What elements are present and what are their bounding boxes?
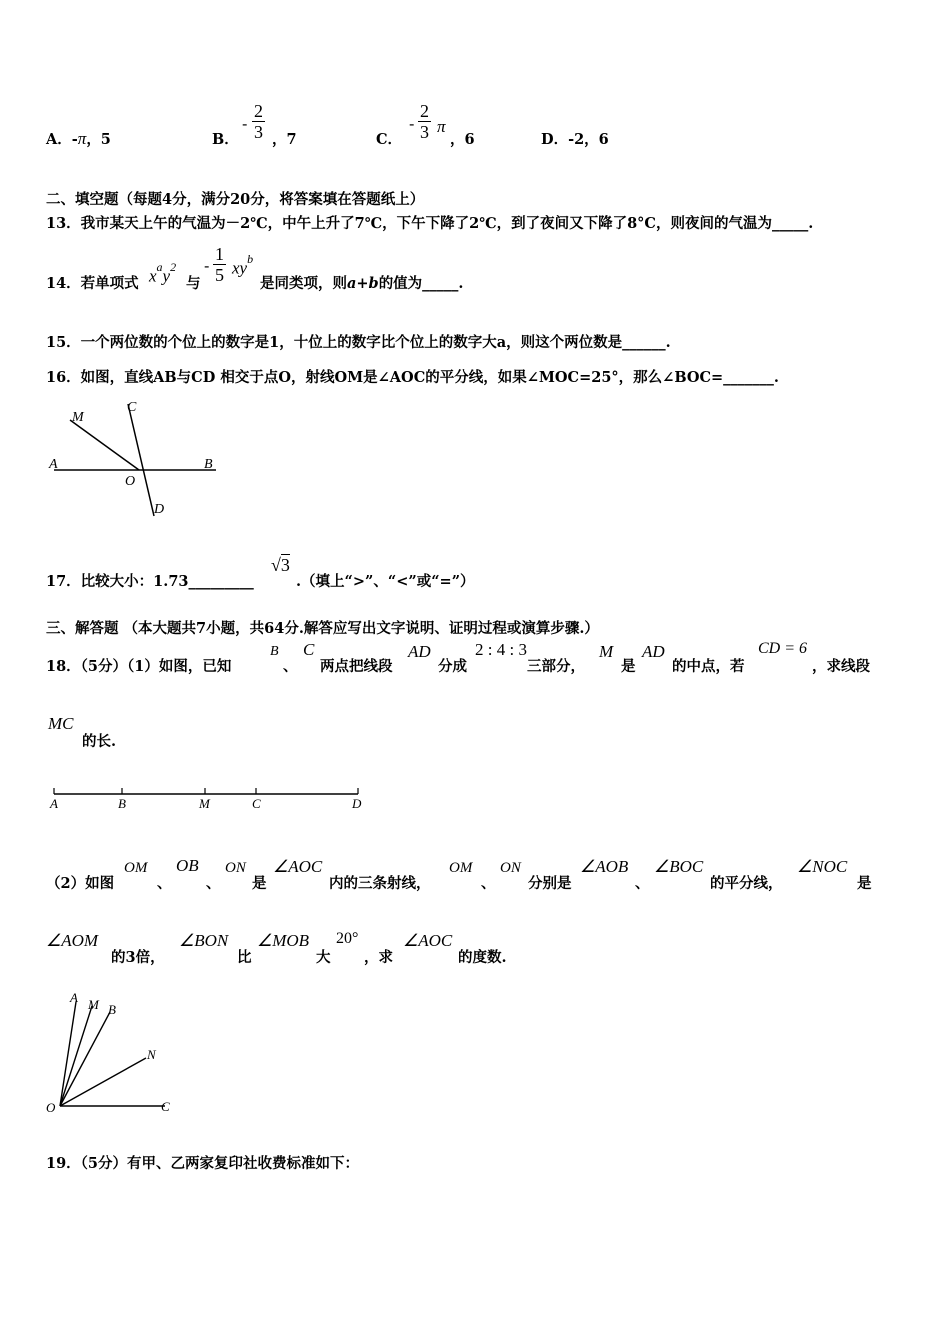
q18-deg: 20°: [336, 930, 359, 947]
q18-ob: OB: [176, 856, 199, 875]
q18-mid12: 大: [316, 949, 331, 966]
q18-cd-eq: CD = 6: [758, 640, 808, 657]
q18-ang-boc: ∠BOC: [654, 857, 704, 876]
option-c-rest: ，6: [450, 131, 475, 148]
label-m: M: [199, 796, 210, 811]
q18-mid11: 比: [237, 949, 252, 966]
q18-ang-aom: ∠AOM: [46, 931, 99, 950]
option-b-rest: ，7: [272, 131, 297, 148]
q14-monomial-2: $xy^b$: [232, 252, 254, 278]
q18-m: M: [599, 642, 614, 661]
section2-heading: 二、填空题（每题4分，满分20分，将答案填在答题纸上）: [46, 191, 425, 208]
option-c-pi: π: [437, 117, 446, 136]
option-a: A．-π，5: [46, 129, 111, 148]
q18-line-figure: [40, 782, 380, 812]
q18-tail: 的长.: [82, 733, 117, 750]
q18-om: OM: [124, 860, 148, 876]
q18-ad: AD: [408, 642, 431, 661]
q18-ang-noc: ∠NOC: [797, 857, 848, 876]
q18-mid3: 三部分，: [527, 658, 585, 675]
q18-mid7: 内的三条射线，: [329, 875, 431, 892]
q17-suffix: .（填上“>”、“<”或“=”）: [296, 573, 475, 590]
q18-mid2: 分成: [438, 658, 467, 675]
label-b: B: [118, 796, 126, 811]
q18-p1-prefix: 18．（5分）（1）如图，已知: [46, 658, 232, 675]
label-o: O: [46, 1100, 56, 1115]
q16-text: 16．如图，直线AB与CD 相交于点O，射线OM是∠AOC的平分线，如果∠MOC=25°，那么∠BOC=_______.: [46, 369, 779, 386]
q17-sqrt: √3: [271, 555, 290, 575]
label-a: A: [70, 990, 78, 1005]
label-b: B: [108, 1002, 116, 1017]
option-c-label: C．: [376, 131, 403, 148]
q14-prefix: 14．若单项式: [46, 275, 139, 292]
q18-on2: ON: [500, 860, 521, 876]
q19-text: 19．（5分）有甲、乙两家复印社收费标准如下：: [46, 1155, 360, 1172]
label-o: O: [125, 474, 136, 489]
label-b: B: [204, 457, 213, 472]
option-b-label: B．: [212, 131, 239, 148]
option-c-fraction: $\frac{2}{3}$: [420, 101, 429, 142]
q18-ang-aoc: ∠AOC: [273, 857, 323, 876]
label-a: A: [50, 796, 58, 811]
q14-suffix: 是同类项，则a+b的值为_____.: [260, 275, 464, 292]
q18-on: ON: [225, 860, 246, 876]
q18-ratio: 2 : 4 : 3: [475, 640, 527, 659]
q18-ang-aob: ∠AOB: [580, 857, 629, 876]
label-d: D: [154, 502, 165, 517]
q18-sep2: 、: [157, 875, 172, 892]
q18-mc: MC: [48, 714, 74, 733]
q18-sep3: 、: [206, 875, 221, 892]
q18-fan-figure: [40, 988, 190, 1118]
q18-end: ，求线段: [812, 658, 870, 675]
option-b-minus: -: [242, 114, 248, 133]
q18-sep5: 、: [635, 875, 650, 892]
q18-mid13: ，求: [364, 949, 393, 966]
label-c: C: [127, 400, 137, 415]
q16-figure: [40, 392, 240, 527]
option-c-minus: -: [409, 114, 415, 133]
line-cd: [128, 404, 154, 516]
q14-minus: -: [204, 256, 210, 275]
q14-monomial-1: $x^ay^2$: [149, 260, 177, 286]
q18-sep4: 、: [481, 875, 496, 892]
q18-om2: OM: [449, 860, 473, 876]
q18-mid1: 两点把线段: [320, 658, 393, 675]
q18-c: C: [303, 640, 315, 659]
q18-p2-prefix: （2）如图: [46, 875, 115, 892]
q17-prefix: 17．比较大小：1.73_________: [46, 573, 254, 590]
q18-sep1: 、: [283, 658, 298, 675]
ray-om: [70, 420, 139, 470]
q18-ad2: AD: [642, 642, 665, 661]
label-m: M: [72, 410, 84, 425]
q13-text: 13．我市某天上午的气温为－2℃，中午上升了7℃，下午下降了2℃，到了夜间又下降了8°C，则夜间的气温为_____.: [46, 215, 814, 232]
option-d: D．-2，6: [541, 131, 609, 148]
q18-b: B: [270, 644, 279, 659]
label-d: D: [352, 796, 362, 811]
label-c: C: [252, 796, 261, 811]
q18-mid5: 的中点，若: [672, 658, 745, 675]
q18-mid6: 是: [252, 875, 267, 892]
option-b-fraction: $\frac{2}{3}$: [254, 101, 263, 142]
label-c: C: [161, 1099, 170, 1114]
section3-heading: 三、解答题 （本大题共7小题，共64分.解答应写出文字说明、证明过程或演算步骤.）: [46, 620, 599, 637]
label-m: M: [88, 997, 99, 1012]
q14-fraction: $\frac{1}{5}$: [215, 244, 224, 285]
q18-mid8: 分别是: [528, 875, 572, 892]
q18-ang-bon: ∠BON: [179, 931, 229, 950]
q18-mid10: 的3倍，: [111, 949, 165, 966]
q14-conj: 与: [186, 275, 201, 292]
q18-mid4: 是: [621, 658, 636, 675]
q18-mid9: 的平分线，: [710, 875, 783, 892]
label-n: N: [147, 1047, 156, 1062]
q18-p3-end: 的度数.: [458, 949, 507, 966]
q18-ang-aoc2: ∠AOC: [403, 931, 453, 950]
q18-p2-end: 是: [857, 875, 872, 892]
label-a: A: [49, 457, 58, 472]
q18-ang-mob: ∠MOB: [257, 931, 310, 950]
q15-text: 15．一个两位数的个位上的数字是1，十位上的数字比个位上的数字大a，则这个两位数是______.: [46, 334, 671, 351]
